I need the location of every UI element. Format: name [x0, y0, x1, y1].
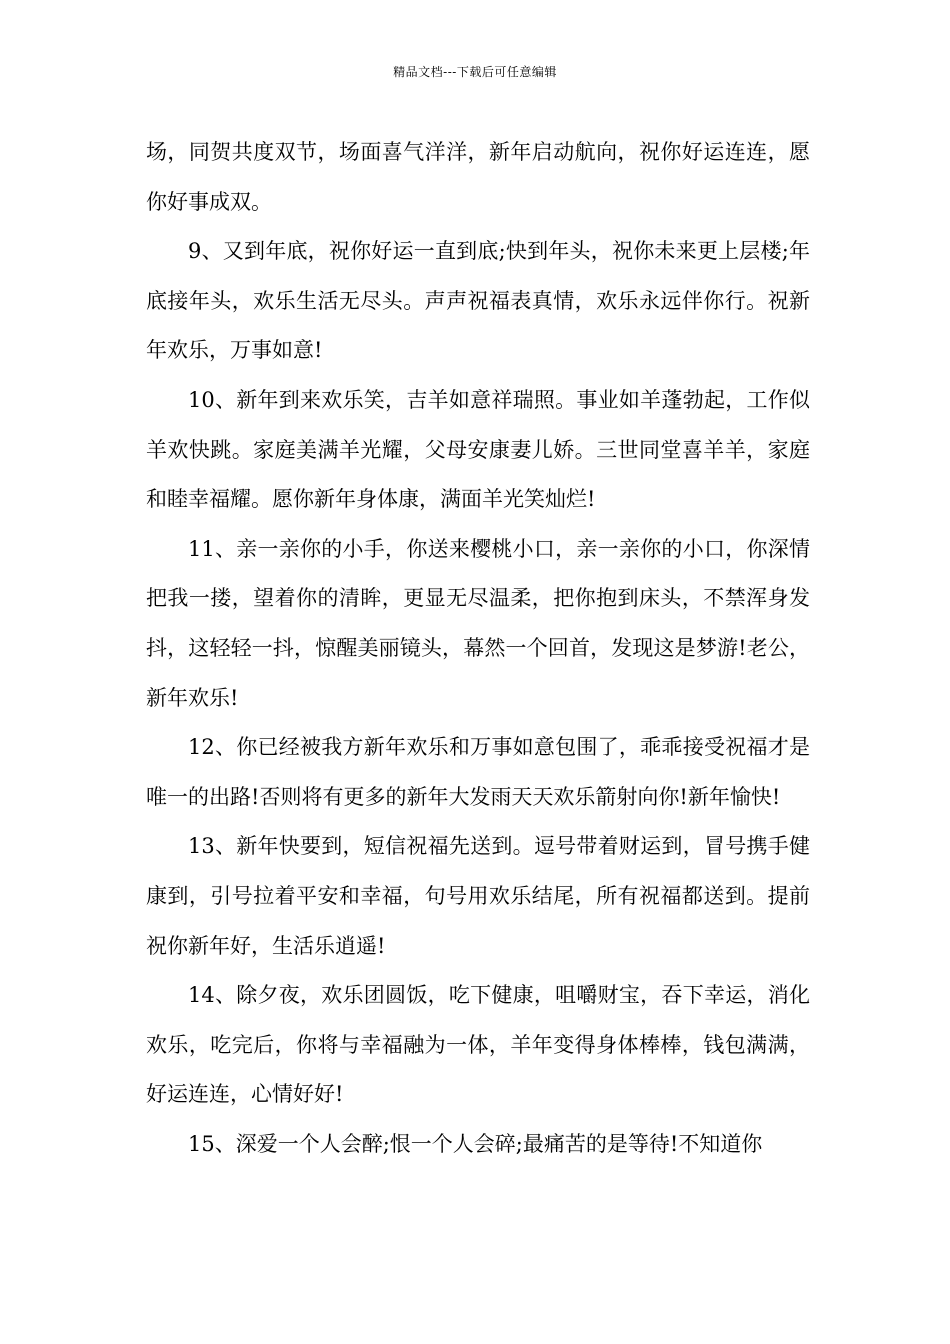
- document-body: [146, 128, 810, 1169]
- page-header: 精品文档---下载后可任意编辑: [393, 65, 557, 79]
- paragraph-item-13: 13、新年快要到，短信祝福先送到。逗号带着财运到，冒号携手健康到，引号拉着平安和幸福，句号用欢乐结尾，所有祝福都送到。提前祝你新年好，生活乐逍遥!: [146, 834, 810, 958]
- paragraph-item-15: 15、深爱一个人会醉;恨一个人会碎;最痛苦的是等待!不知道你: [188, 1131, 763, 1156]
- paragraph-item-9: 9、又到年底，祝你好运一直到底;快到年头，祝你未来更上层楼;年底接年头，欢乐生活无尽头。声声祝福表真情，欢乐永远伴你行。祝新年欢乐，万事如意!: [146, 239, 810, 363]
- paragraph-item-12: 12、你已经被我方新年欢乐和万事如意包围了，乖乖接受祝福才是唯一的出路!否则将有更多的新年大发雨天天欢乐箭射向你!新年愉快!: [146, 735, 810, 809]
- paragraph-item-14: 14、除夕夜，欢乐团圆饭，吃下健康，咀嚼财宝，吞下幸运，消化欢乐，吃完后，你将与幸福融为一体，羊年变得身体棒棒，钱包满满，好运连连，心情好好!: [146, 983, 810, 1107]
- paragraph-item-11: 11、亲一亲你的小手，你送来樱桃小口，亲一亲你的小口，你深情把我一搂，望着你的清眸，更显无尽温柔，把你抱到床头，不禁浑身发抖，这轻轻一抖，惊醒美丽镜头，幕然一个回首，发现这是梦游!老公，新年欢乐!: [146, 536, 810, 710]
- paragraph-item-10: 10、新年到来欢乐笑，吉羊如意祥瑞照。事业如羊蓬勃起，工作似羊欢快跳。家庭美满羊光耀，父母安康妻儿娇。三世同堂喜羊羊，家庭和睦幸福耀。愿你新年身体康，满面羊光笑灿烂!: [146, 387, 810, 512]
- paragraph-continuation: 场，同贺共度双节，场面喜气洋洋，新年启动航向，祝你好运连连，愿你好事成双。: [146, 140, 810, 214]
